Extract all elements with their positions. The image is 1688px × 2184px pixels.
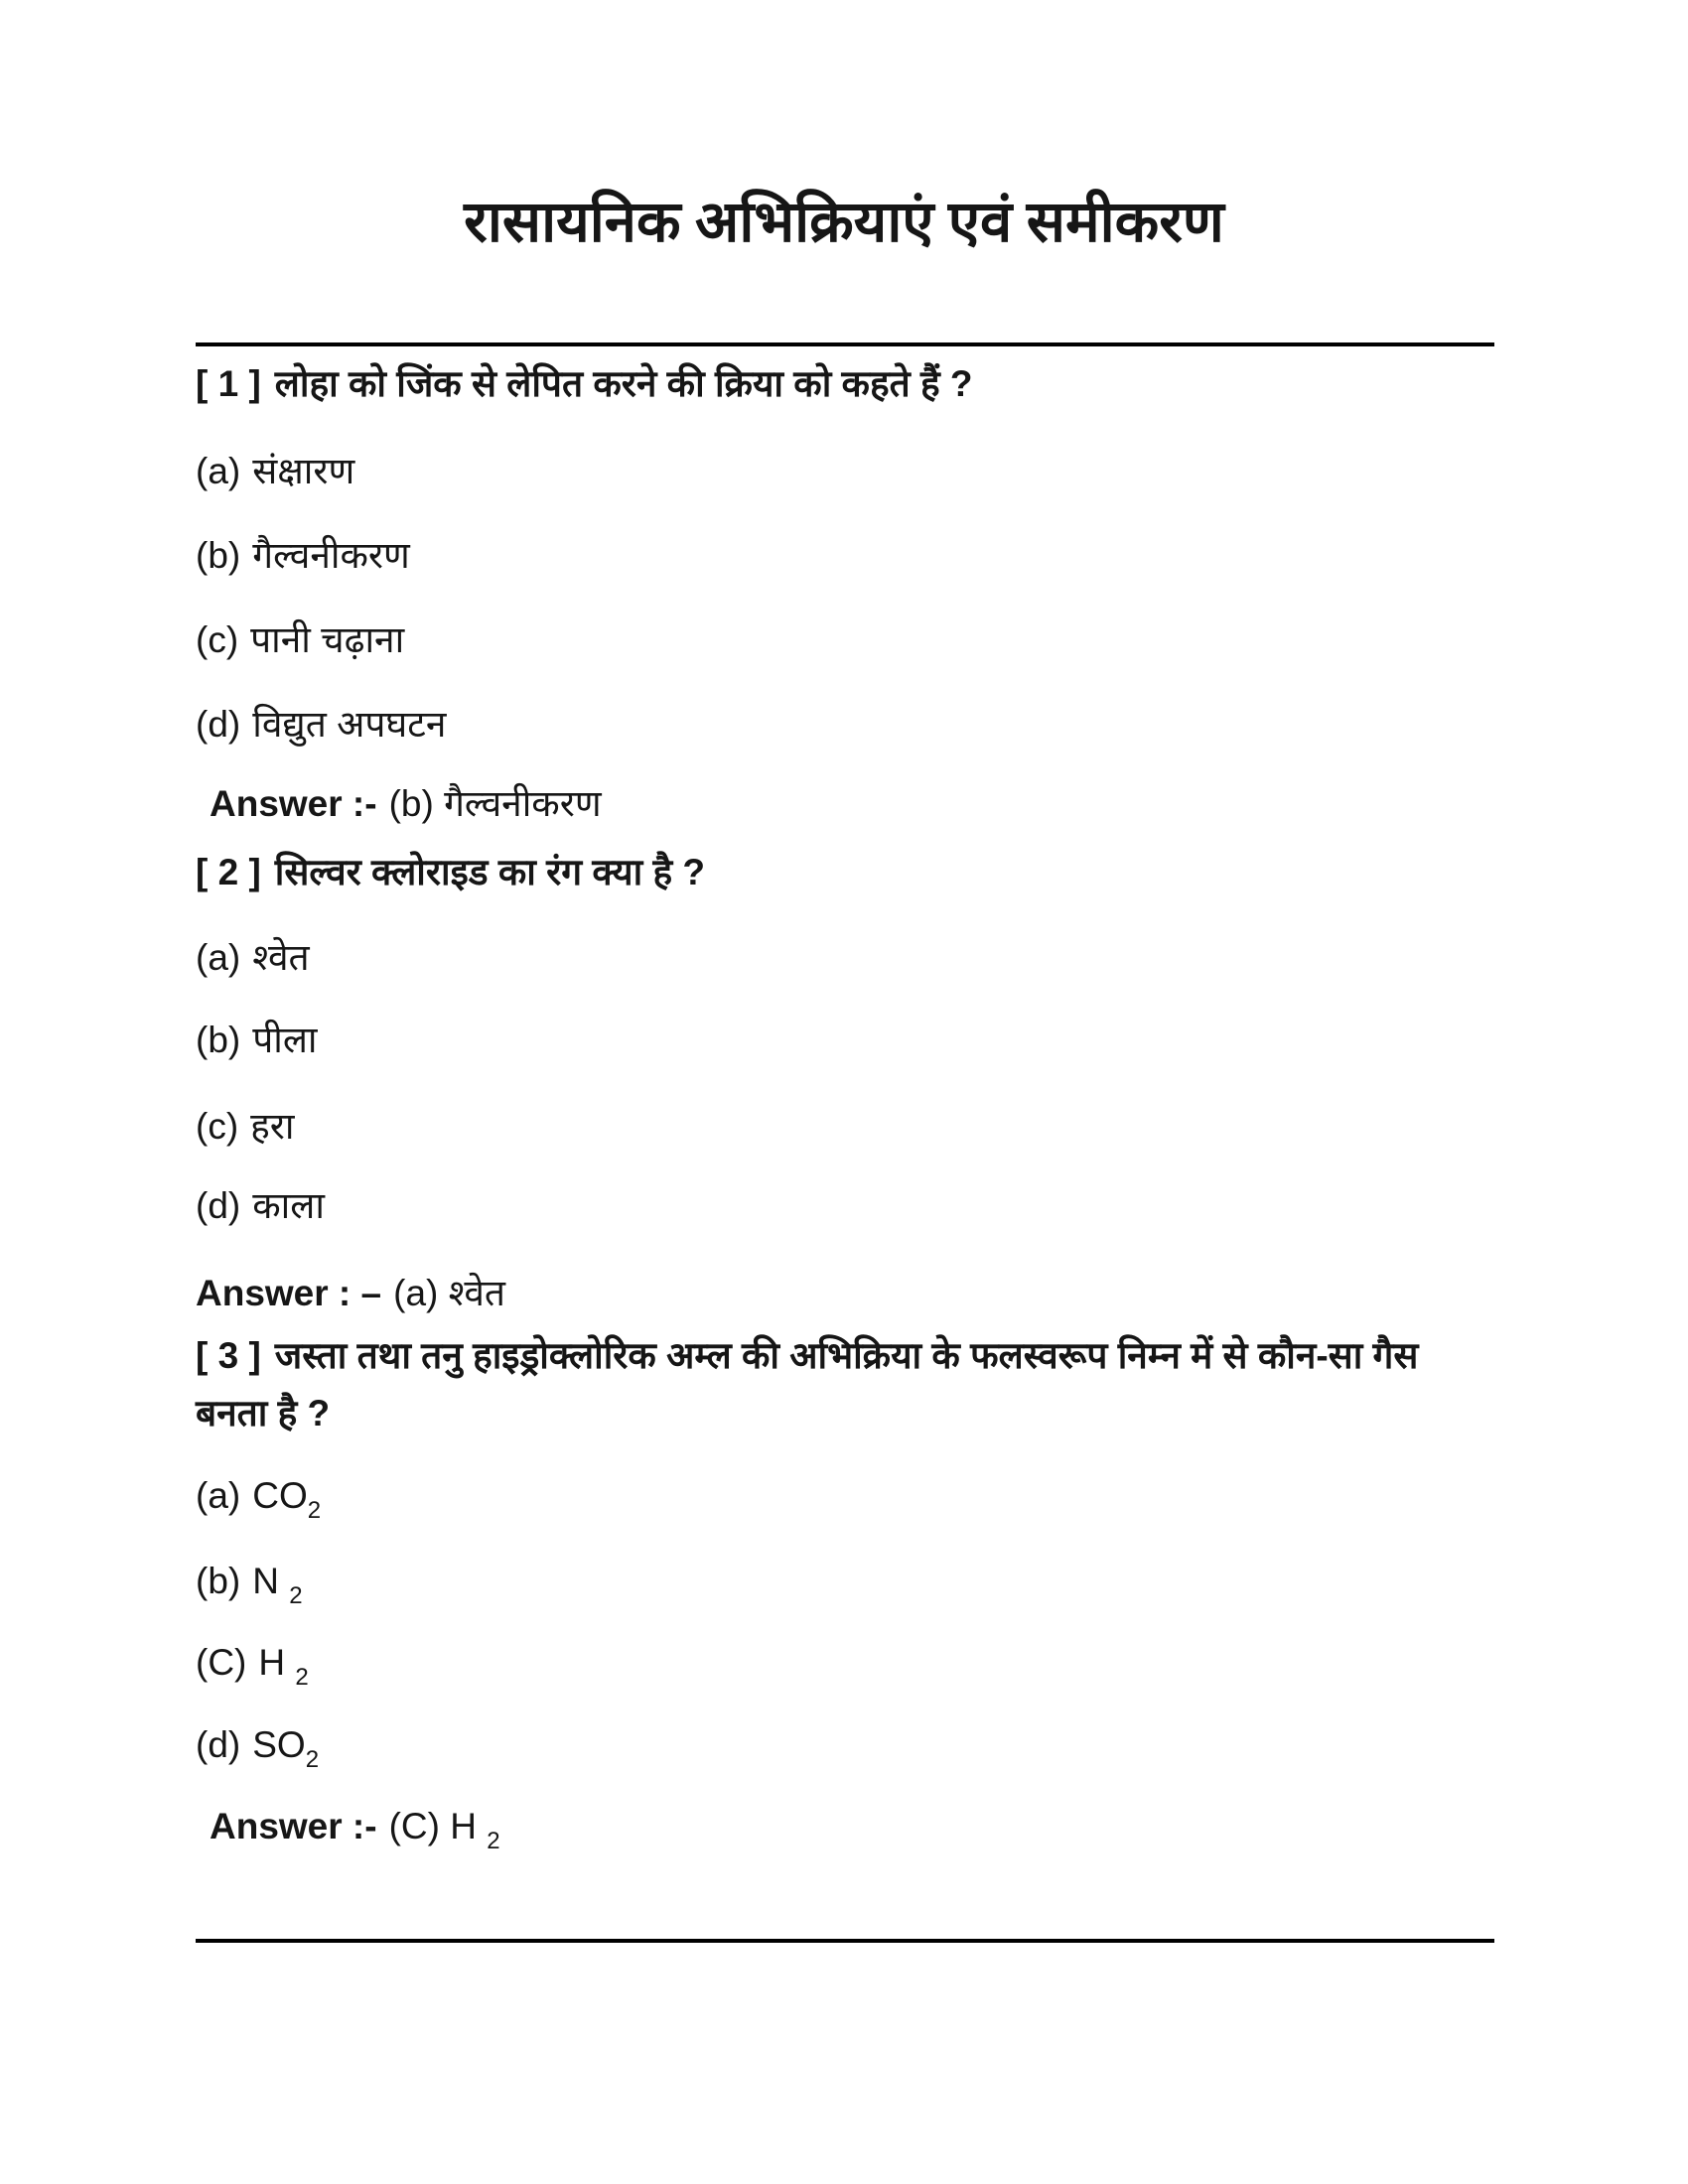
- question-1-option-d: [196, 700, 1494, 750]
- answer-text: (b) गैल्वनीकरण: [388, 783, 602, 824]
- option-label: (d): [196, 704, 241, 745]
- option-text: पानी चढ़ाना: [250, 619, 405, 660]
- option-label: (c): [196, 1106, 239, 1147]
- answer-text: (a) श्वेत: [393, 1273, 506, 1313]
- question-3-text: जस्ता तथा तनु हाइड्रोक्लोरिक अम्ल की अभिक्रिया के फलस्वरूप निम्न में से कौन-सा गैस बनता है ?: [196, 1335, 1419, 1433]
- option-label: (b): [196, 1561, 241, 1601]
- question-2-heading: [196, 844, 1494, 901]
- option-text: श्वेत: [252, 937, 310, 978]
- question-1-option-a: [196, 447, 1494, 496]
- bottom-divider: [196, 1939, 1494, 1943]
- question-1-option-c: [196, 615, 1494, 665]
- question-2-answer: [196, 1269, 1494, 1318]
- option-text: संक्षारण: [252, 451, 355, 491]
- question-3-heading: [196, 1327, 1494, 1442]
- question-1-number: [ 1 ]: [196, 363, 261, 404]
- option-text: हरा: [250, 1106, 295, 1147]
- option-text: काला: [252, 1185, 325, 1226]
- question-3-option-c: [196, 1638, 1494, 1703]
- formula-subscript: 2: [295, 1664, 309, 1691]
- formula-base: CO: [252, 1475, 308, 1516]
- question-1-option-b: [196, 531, 1494, 581]
- answer-prefix: Answer :-: [210, 783, 377, 824]
- answer-prefix: Answer :-: [210, 1806, 377, 1846]
- option-label: (a): [196, 937, 241, 978]
- formula-subscript: 2: [305, 1746, 320, 1773]
- option-label: (b): [196, 1020, 241, 1060]
- answer-base: (C) H: [388, 1806, 488, 1846]
- question-1-heading: [196, 355, 1494, 413]
- question-2-number: [ 2 ]: [196, 852, 261, 892]
- question-3-option-b: [196, 1557, 1494, 1621]
- question-3-option-a: [196, 1471, 1494, 1536]
- option-label: (b): [196, 535, 241, 576]
- option-text: पीला: [252, 1020, 318, 1060]
- answer-subscript: 2: [487, 1828, 500, 1854]
- option-label: (d): [196, 1724, 241, 1765]
- option-label: (a): [196, 451, 241, 491]
- option-label: (a): [196, 1475, 241, 1516]
- formula-subscript: 2: [307, 1497, 322, 1524]
- question-3-option-d: [196, 1720, 1494, 1785]
- option-text: विद्युत अपघटन: [252, 704, 447, 745]
- question-1-text: लोहा को जिंक से लेपित करने की क्रिया को कहते हैं ?: [274, 363, 973, 404]
- formula-base: N: [252, 1561, 290, 1601]
- option-label: (d): [196, 1185, 241, 1226]
- question-2-text: सिल्वर क्लोराइड का रंग क्या है ?: [274, 852, 706, 892]
- question-1-answer: [196, 779, 1508, 829]
- question-2-option-b: [196, 1016, 1494, 1065]
- question-3-number: [ 3 ]: [196, 1335, 261, 1376]
- question-2-option-c: [196, 1102, 1494, 1152]
- formula-subscript: 2: [289, 1582, 303, 1609]
- question-2-option-d: [196, 1181, 1494, 1231]
- option-label: (c): [196, 619, 239, 660]
- option-text: गैल्वनीकरण: [252, 535, 410, 576]
- formula-base: H: [258, 1642, 296, 1683]
- answer-prefix: Answer : –: [196, 1273, 382, 1313]
- top-divider: [196, 342, 1494, 346]
- formula-base: SO: [252, 1724, 306, 1765]
- question-2-option-a: [196, 933, 1494, 983]
- page-title: रासायनिक अभिक्रियाएं एवं समीकरण: [464, 190, 1224, 254]
- option-label: (C): [196, 1642, 247, 1683]
- question-3-answer: [196, 1802, 1508, 1866]
